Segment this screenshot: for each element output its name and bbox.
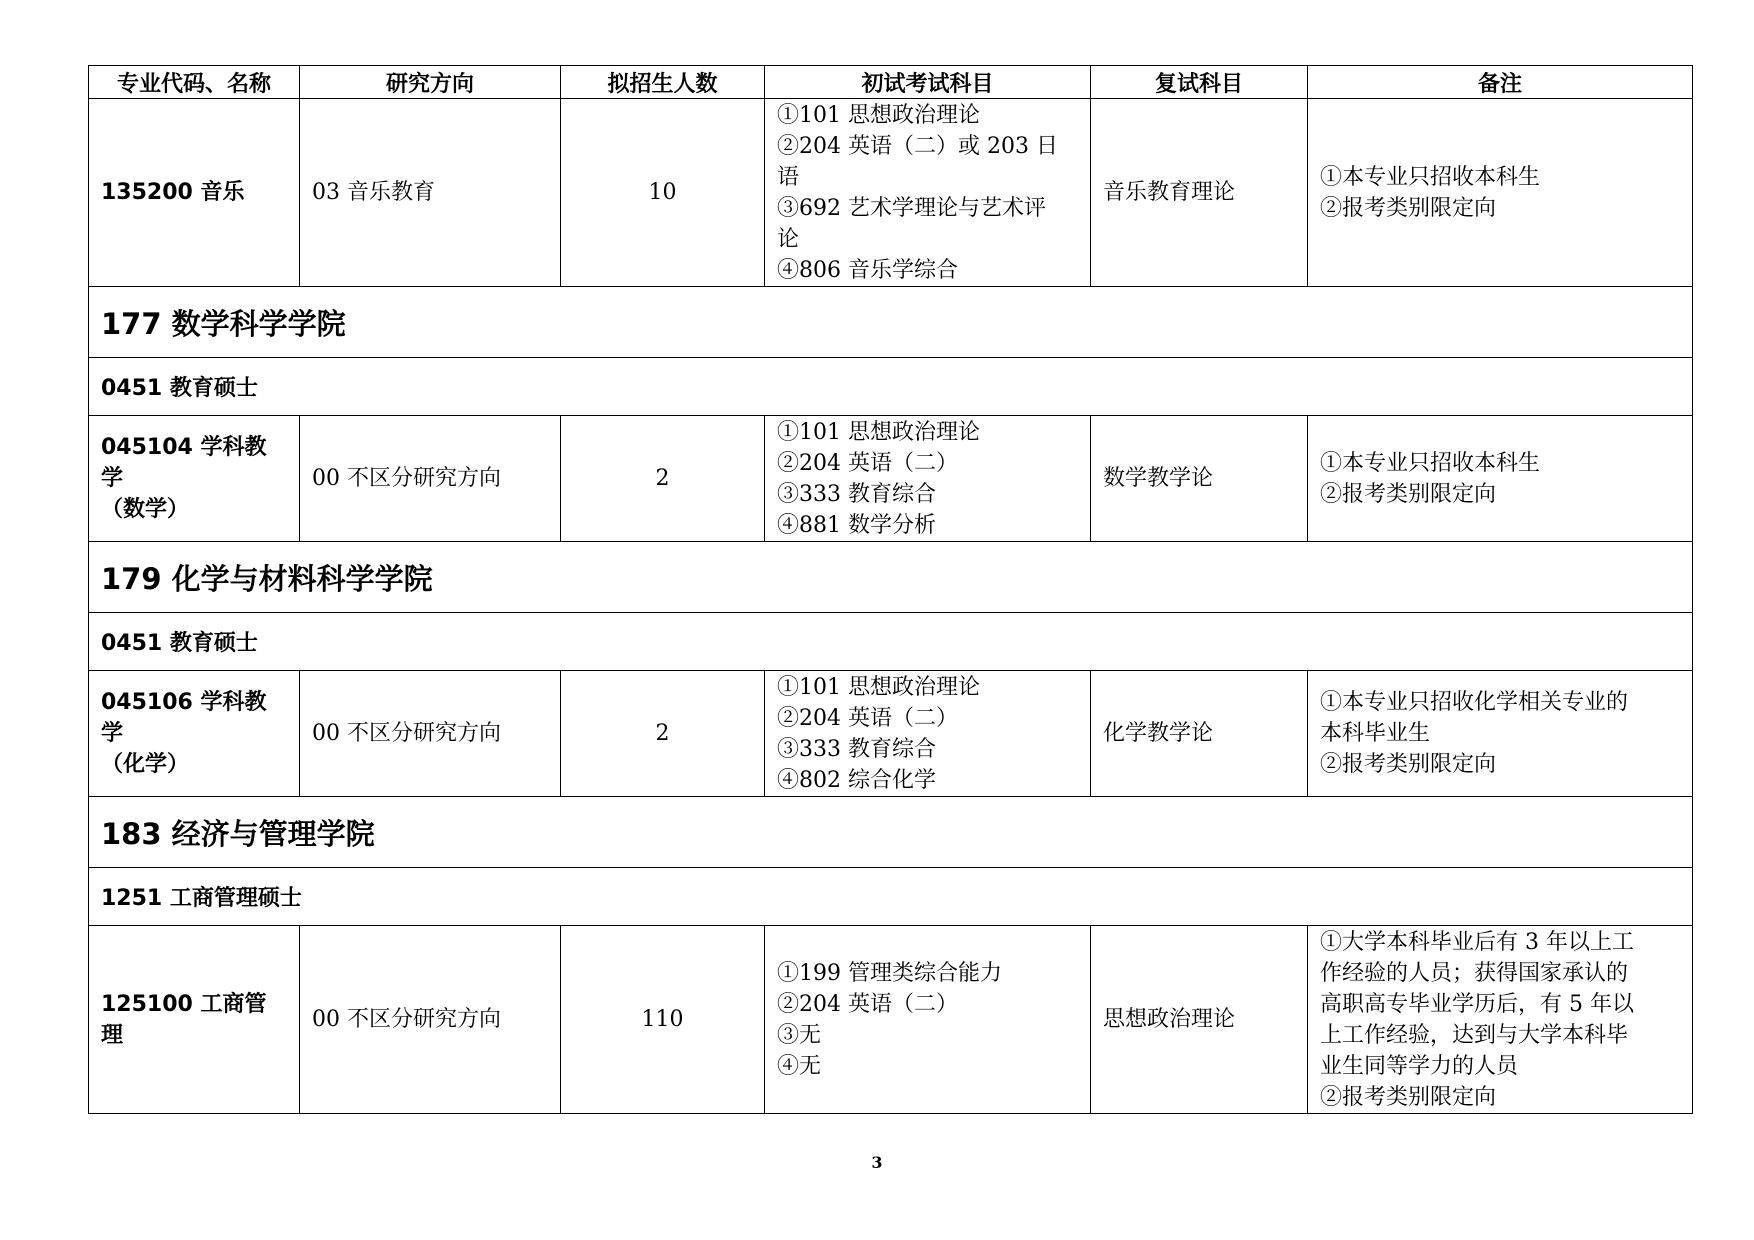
major-cell: 135200 音乐	[89, 99, 300, 287]
table-row	[89, 99, 1693, 287]
notes-cell	[1308, 99, 1693, 287]
degree-row	[89, 868, 1693, 926]
exam-line: ②204 英语（二）	[777, 705, 958, 731]
exams-cell	[765, 671, 1091, 797]
note-line: 作经验的人员；获得国家承认的	[1320, 960, 1629, 986]
quota-cell: 10	[561, 99, 765, 287]
major-line: （化学）	[101, 752, 190, 777]
exam-line: ①101 思想政治理论	[777, 102, 980, 128]
note-line: ①本专业只招收本科生	[1320, 164, 1541, 190]
college-row	[89, 797, 1693, 868]
exam-line: ④无	[777, 1053, 822, 1079]
note-line: 业生同等学力的人员	[1320, 1053, 1519, 1079]
note-line: ②报考类别限定向	[1320, 1084, 1497, 1110]
note-line: 上工作经验，达到与大学本科毕	[1320, 1022, 1629, 1048]
college-row	[89, 287, 1693, 358]
quota-cell: 110	[561, 926, 765, 1114]
quota-cell: 2	[561, 416, 765, 542]
degree-title: 1251 工商管理硕士	[89, 868, 1693, 926]
table-row	[89, 926, 1693, 1114]
direction-cell: 00 不区分研究方向	[300, 926, 561, 1114]
direction-cell: 00 不区分研究方向	[300, 416, 561, 542]
note-line: 高职高专毕业学历后，有 5 年以	[1320, 991, 1634, 1017]
exam-line: ②204 英语（二）	[777, 991, 958, 1017]
header-exams: 初试考试科目	[765, 66, 1091, 99]
note-line: ②报考类别限定向	[1320, 481, 1497, 507]
exam-line: ③无	[777, 1022, 822, 1048]
exam-line: ④881 数学分析	[777, 512, 936, 538]
notes-cell	[1308, 671, 1693, 797]
exam-line: ①199 管理类综合能力	[777, 960, 1002, 986]
note-line: 本科毕业生	[1320, 721, 1431, 746]
retest-cell: 数学教学论	[1091, 416, 1308, 542]
major-cell: 125100 工商管理	[89, 926, 300, 1114]
header-notes: 备注	[1308, 66, 1693, 99]
exam-line: ③692 艺术学理论与艺术评	[777, 195, 1046, 221]
admissions-table	[88, 65, 1693, 1114]
note-line: ②报考类别限定向	[1320, 195, 1497, 221]
exam-line: ①101 思想政治理论	[777, 419, 980, 445]
header-major: 专业代码、名称	[89, 66, 300, 99]
direction-cell: 03 音乐教育	[300, 99, 561, 287]
header-direction: 研究方向	[300, 66, 561, 99]
exams-cell	[765, 926, 1091, 1114]
degree-title: 0451 教育硕士	[89, 358, 1693, 416]
college-title: 179 化学与材料科学学院	[89, 542, 1693, 613]
direction-cell: 00 不区分研究方向	[300, 671, 561, 797]
college-title: 183 经济与管理学院	[89, 797, 1693, 868]
college-row	[89, 542, 1693, 613]
exam-line: ③333 教育综合	[777, 736, 936, 762]
quota-cell: 2	[561, 671, 765, 797]
header-row	[89, 66, 1693, 99]
major-line: （数学）	[101, 497, 190, 522]
retest-cell: 化学教学论	[1091, 671, 1308, 797]
note-line: ②报考类别限定向	[1320, 752, 1497, 777]
college-title: 177 数学科学学院	[89, 287, 1693, 358]
retest-cell: 思想政治理论	[1091, 926, 1308, 1114]
exams-cell	[765, 416, 1091, 542]
table-row	[89, 671, 1693, 797]
note-line: ①本专业只招收本科生	[1320, 450, 1541, 476]
note-line: ①本专业只招收化学相关专业的	[1320, 690, 1629, 715]
header-retest: 复试科目	[1091, 66, 1308, 99]
retest-cell: 音乐教育理论	[1091, 99, 1308, 287]
table-row	[89, 416, 1693, 542]
header-quota: 拟招生人数	[561, 66, 765, 99]
degree-row	[89, 358, 1693, 416]
exam-line: 论	[777, 226, 800, 252]
page-number: 3	[871, 1153, 883, 1172]
note-line: ①大学本科毕业后有 3 年以上工	[1320, 929, 1634, 955]
major-line: 045104 学科教学	[101, 435, 267, 491]
major-line: 045106 学科教学	[101, 690, 267, 746]
exam-line: ①101 思想政治理论	[777, 674, 980, 700]
degree-row	[89, 613, 1693, 671]
major-cell	[89, 671, 300, 797]
exams-cell	[765, 99, 1091, 287]
major-cell	[89, 416, 300, 542]
exam-line: ②204 英语（二）或 203 日	[777, 133, 1058, 159]
exam-line: ②204 英语（二）	[777, 450, 958, 476]
degree-title: 0451 教育硕士	[89, 613, 1693, 671]
notes-cell	[1308, 416, 1693, 542]
exam-line: ④806 音乐学综合	[777, 257, 958, 283]
exam-line: 语	[777, 164, 800, 190]
exam-line: ③333 教育综合	[777, 481, 936, 507]
notes-cell	[1308, 926, 1693, 1114]
exam-line: ④802 综合化学	[777, 767, 936, 793]
